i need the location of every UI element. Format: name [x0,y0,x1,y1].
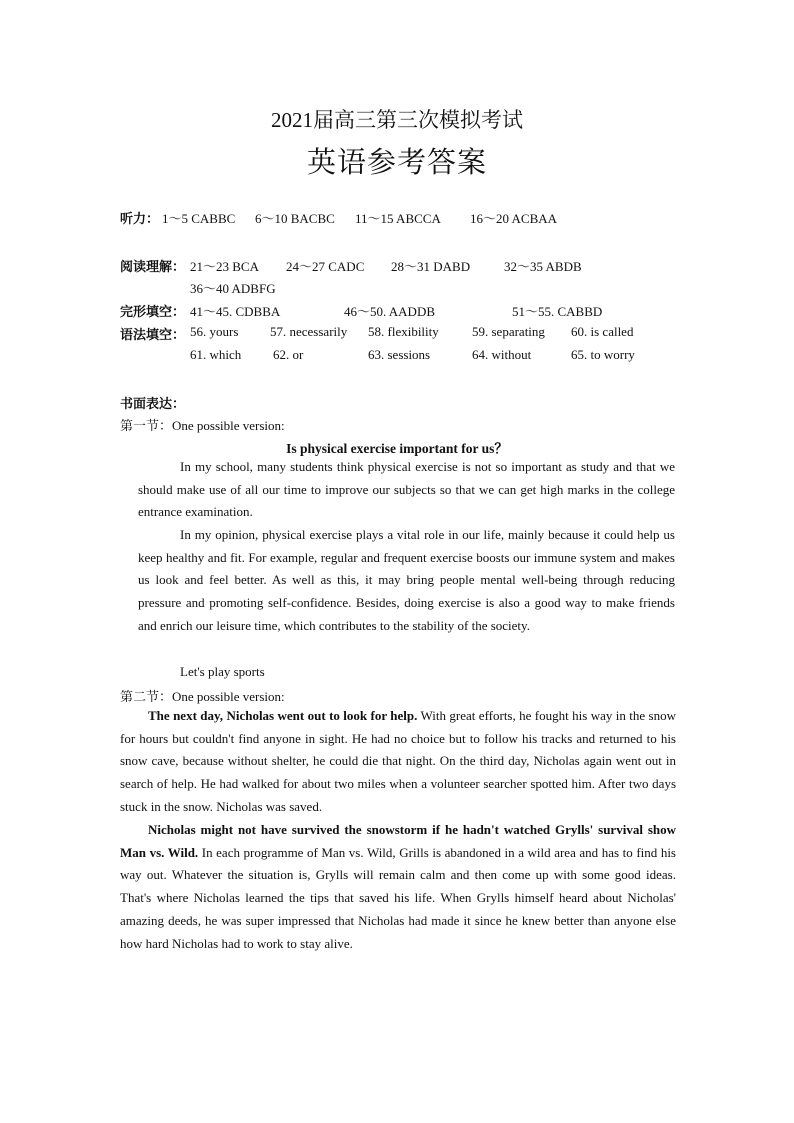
answer-item: 56. yours [190,324,239,339]
answer-group: 24～27 CADC [286,259,365,274]
listening-row [120,208,558,227]
writing-heading: 书面表达： [120,396,186,411]
topic-sentence: Nicholas might not have survived the snowstorm if he hadn't watched Grylls' survival show Man vs. Wild. [120,822,676,860]
reading-label: 阅读理解： [120,259,186,274]
answer-item: 60. is called [571,324,634,339]
essay-title: Is physical exercise important for us？ [286,441,508,456]
continuation-paragraph-2: Nicholas might not have survived the snowstorm if he hadn't watched Grylls' survival show Man vs. Wild. In each programme of Man vs. Wild, Grills is abandoned in a wild area and has to find his way out. Whatever the situation is, Grylls will remain calm and then come up with some good ideas. That's where Nicholas learned the tips that saved his life. When Grylls himself heard about Nicholas' amazing deeds, he was super impressed that Nicholas had made it since he knew better than anyone else how hard Nicholas had to work to stay alive. [120,822,676,951]
answer-group: 51～55. CABBD [512,304,603,319]
answer-item: 63. sessions [368,347,431,362]
answer-key-title: 英语参考答案 [306,147,487,179]
cloze-row [120,301,603,320]
answer-item: 65. to worry [571,347,635,362]
answer-item: 59. separating [472,324,545,339]
essay-closing: Let's play sports [180,664,265,679]
section2-label: 第二节：One possible version: [120,689,285,704]
answer-item: 61. which [190,347,242,362]
answer-group: 36～40 ADBFG [190,281,276,296]
listening-label: 听力： [120,211,160,226]
answer-group: 21～23 BCA [190,259,259,274]
essay-paragraph-2: In my opinion, physical exercise plays a vital role in our life, mainly because it could help us keep healthy and fit. For example, regular and frequent exercise boosts our immune system and makes us look and feel better. As well as this, it may bring people mental well-being through reducing pressure and promoting self-confidence. Besides, doing exercise is also a good way to make friends and enrich our leisure time, which contributes to the stability of the society. [138,527,675,633]
answer-group: 28～31 DABD [391,259,471,274]
answer-item: 58. flexibility [368,324,439,339]
answer-group: 6～10 BACBC [255,211,335,226]
reading-row [120,256,582,275]
cloze-label: 完形填空： [120,304,186,319]
essay-paragraph-1: In my school, many students think physical exercise is not so important as study and that we should make use of all our time to improve our subjects so that we can get high marks in the college entrance examination. [138,459,675,520]
section1-label: 第一节：One possible version: [120,418,285,433]
answer-group: 41～45. CDBBA [190,304,281,319]
answer-item: 62. or [273,347,304,362]
answer-group: 32～35 ABDB [504,259,582,274]
answer-group: 1～5 CABBC [162,211,236,226]
answer-group: 46～50. AADDB [344,304,436,319]
answer-item: 57. necessarily [270,324,348,339]
answer-item: 64. without [472,347,532,362]
answer-group: 16～20 ACBAA [470,211,558,226]
continuation-paragraph-1: The next day, Nicholas went out to look for help. With great efforts, he fought his way in the snow for hours but couldn't find anyone in sight. He had no choice but to follow his tracks and returned to his snow cave, because without shelter, he could die that night. On the third day, Nicholas again went out in search of help. He had walked for about two miles when a volunteer searcher spotted him. After two days stuck in the snow. Nicholas was saved. [120,708,676,814]
topic-sentence: The next day, Nicholas went out to look for help. [148,708,418,723]
grammar-row [120,324,634,343]
exam-title: 2021届高三第三次模拟考试 [271,108,523,132]
answer-group: 11～15 ABCCA [355,211,441,226]
grammar-label: 语法填空： [120,327,186,342]
